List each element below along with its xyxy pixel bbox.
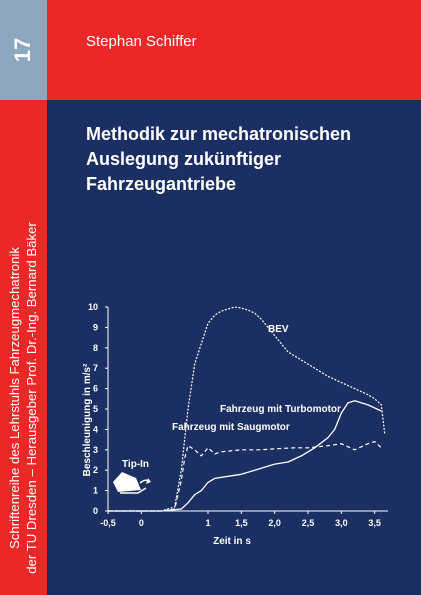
series-label-turbomotor: Fahrzeug mit Turbomotor bbox=[220, 404, 341, 415]
x-tick-label: 3,0 bbox=[335, 518, 348, 528]
y-tick-label: 9 bbox=[92, 322, 98, 333]
y-tick-label: 5 bbox=[92, 404, 98, 414]
y-tick-label: 7 bbox=[92, 363, 98, 374]
y-tick-label: 10 bbox=[87, 302, 98, 312]
x-tick-label: 2,5 bbox=[301, 518, 315, 528]
y-tick-label: 6 bbox=[92, 383, 98, 394]
series-number: 17 bbox=[10, 37, 35, 63]
series-label-bev: BEV bbox=[268, 324, 289, 335]
x-tick-label: 3,5 bbox=[368, 518, 381, 528]
x-tick-label: 2,0 bbox=[268, 518, 281, 528]
x-tick-label: 0 bbox=[138, 518, 144, 528]
series-label-saugmotor: Fahrzeug mit Saugmotor bbox=[172, 422, 290, 433]
y-tick-label: 4 bbox=[92, 424, 98, 435]
y-tick-label: 8 bbox=[92, 342, 98, 353]
series-line-saugmotor bbox=[108, 442, 381, 511]
foot-pedal-icon bbox=[113, 472, 151, 493]
x-tick-label: 1,5 bbox=[235, 518, 248, 528]
series-line-1: Schriftenreihe des Lehrstuhls Fahrzeugmechatronik bbox=[7, 247, 22, 550]
series-line-turbomotor bbox=[108, 401, 381, 511]
title-line-1: Methodik zur mechatronischen bbox=[86, 124, 352, 144]
series-line-2: der TU Dresden – Herausgeber Prof. Dr.-Ing. Bernard Bäker bbox=[24, 222, 39, 574]
y-tick-label: 0 bbox=[92, 506, 98, 516]
author-name: Stephan Schiffer bbox=[86, 33, 197, 50]
title-line-3: Fahrzeugantriebe bbox=[86, 174, 237, 194]
y-tick-label: 1 bbox=[92, 485, 98, 496]
tip-in-label: Tip-In bbox=[122, 459, 150, 470]
title-line-2: Auslegung zukünftiger bbox=[86, 149, 281, 169]
y-tick-label: 3 bbox=[92, 444, 98, 455]
x-axis-label: Zeit in s bbox=[213, 536, 251, 547]
x-tick-label: -0,5 bbox=[100, 518, 116, 528]
x-tick-label: 1 bbox=[205, 518, 211, 528]
y-axis-label: Beschleunigung in m/s² bbox=[82, 363, 93, 477]
x-tick-labels bbox=[100, 511, 381, 528]
y-tick-label: 2 bbox=[92, 465, 98, 476]
